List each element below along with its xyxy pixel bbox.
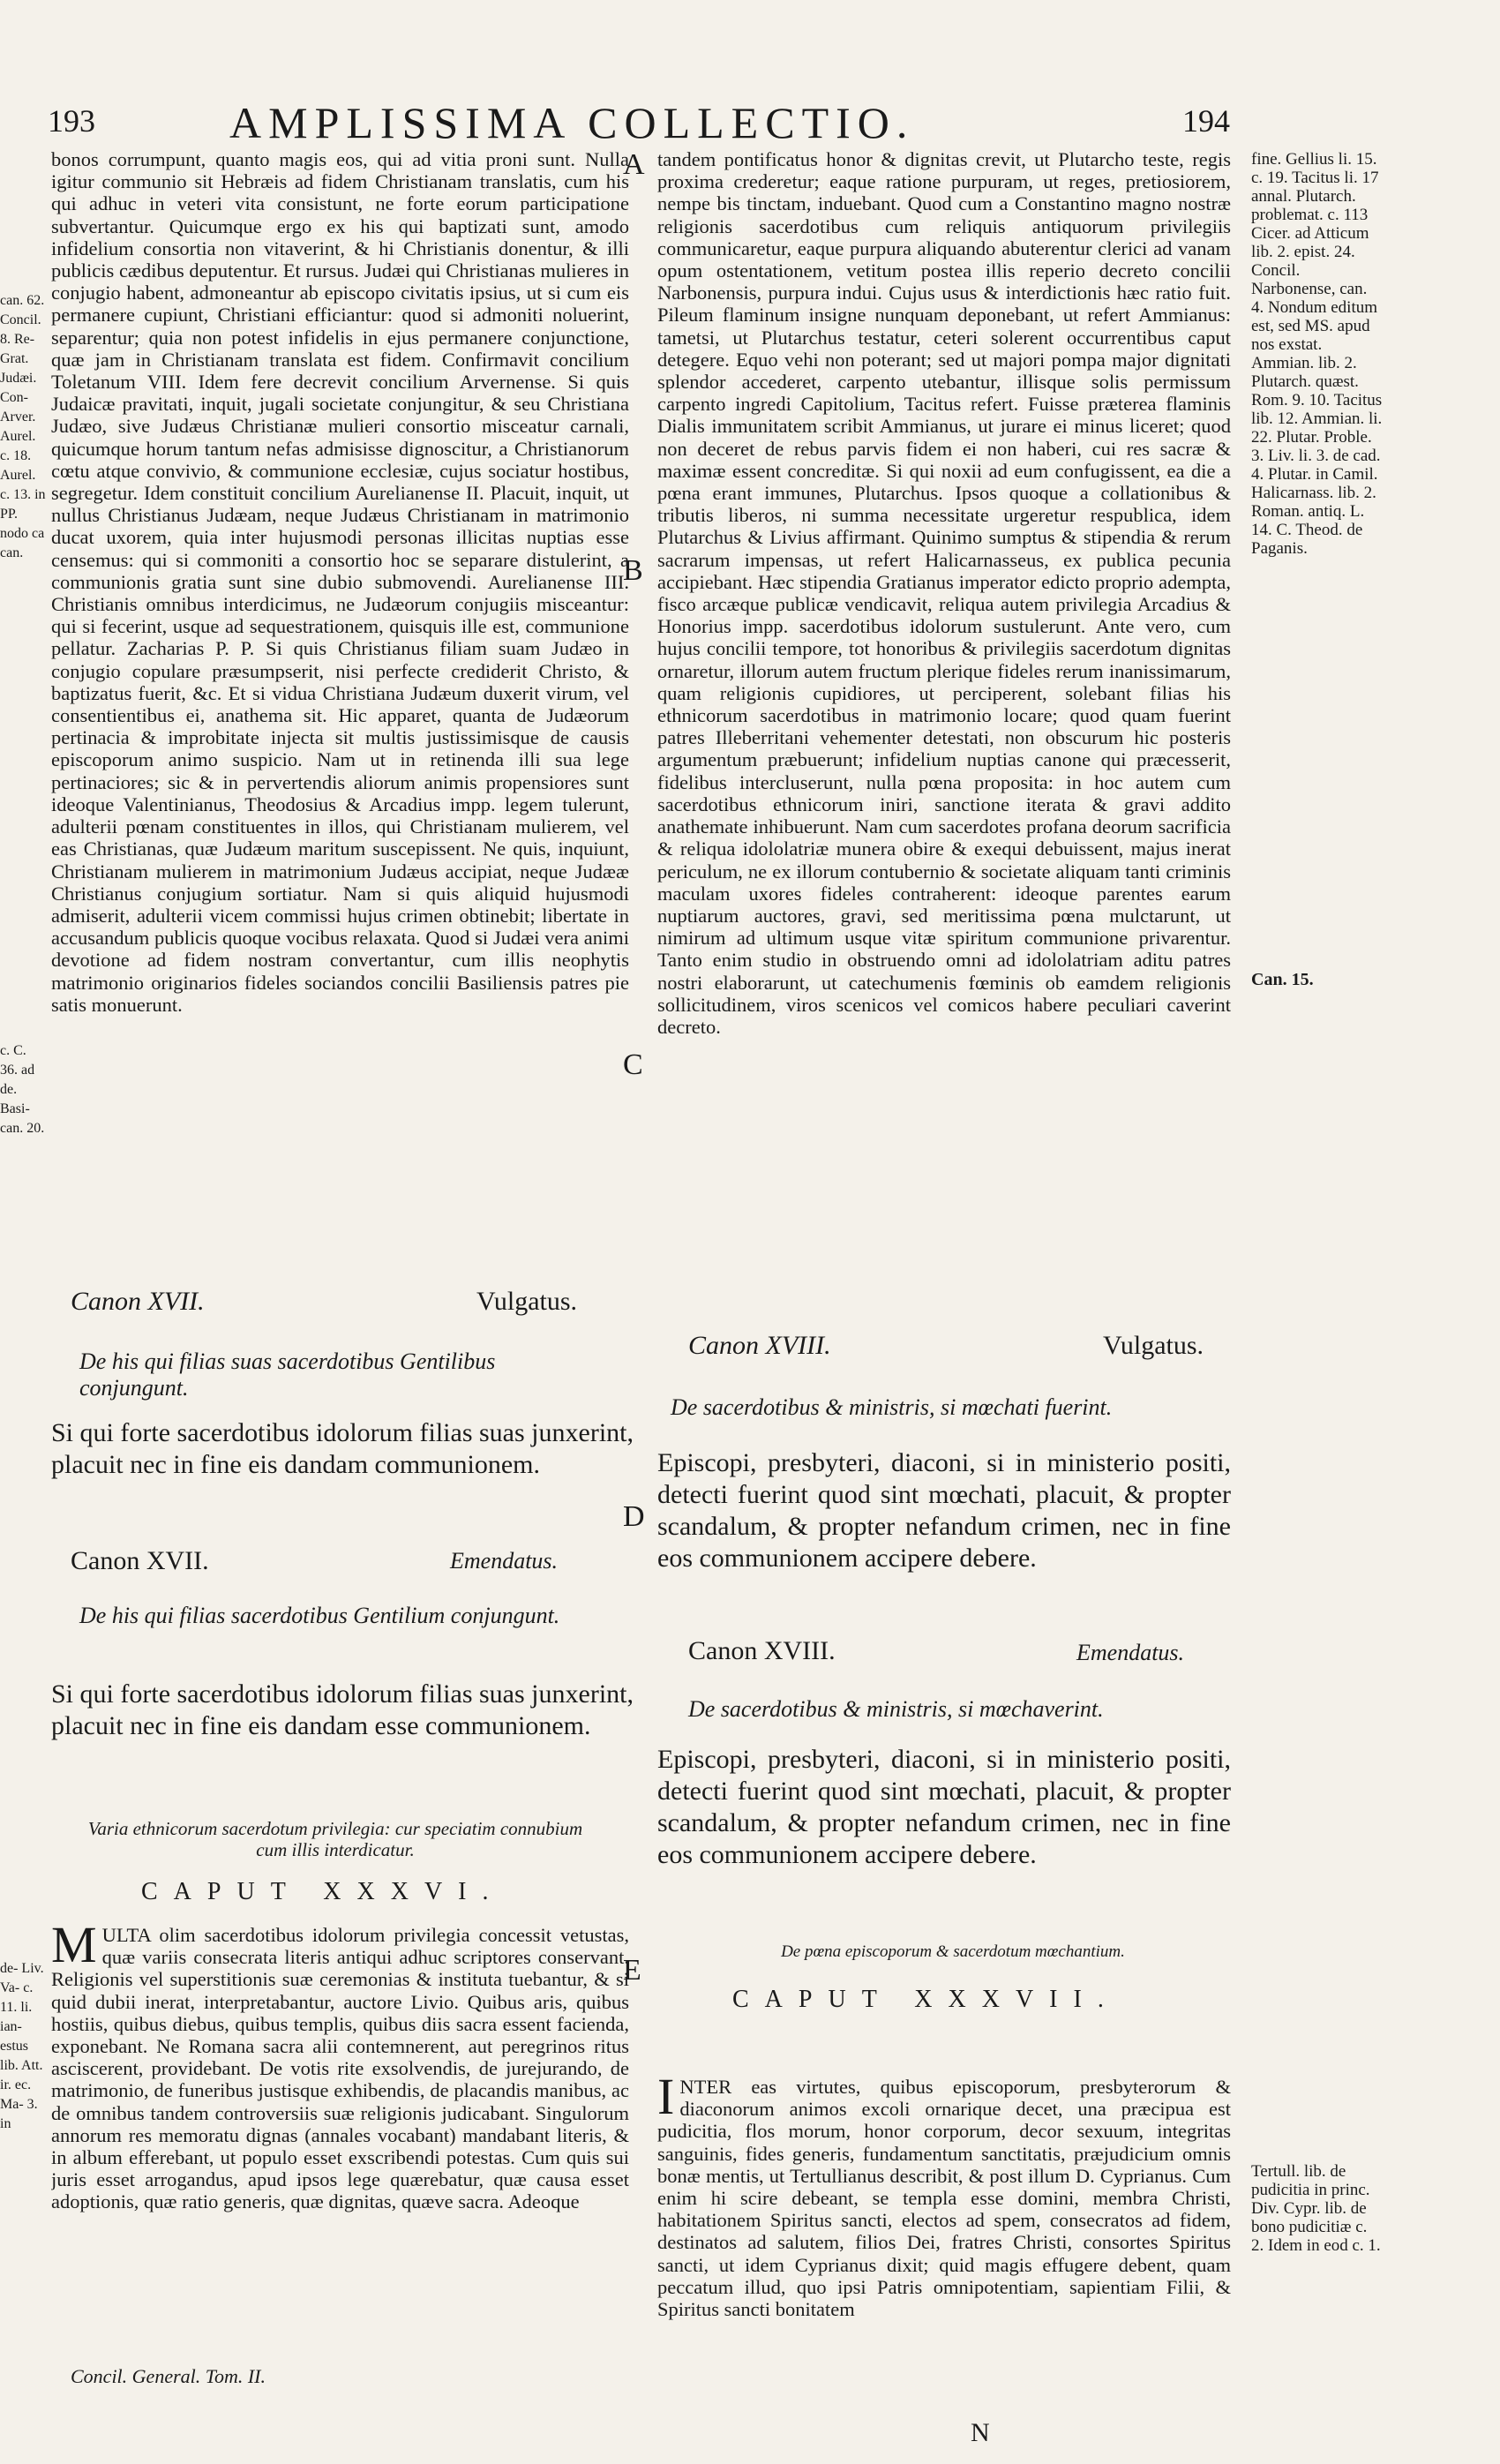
canon-18-vulgatus-tag [1103,1331,1204,1361]
page-number-right: 194 [1182,103,1230,139]
caput-36-body [51,1924,629,2365]
caput-36-note: Varia ethnicorum sacerdotum privilegia: cur speciatim connubium cum illis interdicatur. [87,1818,583,1860]
caput-37-dropcap: I [657,2076,675,2125]
left-margin-notes: can. 62. Concil. 8. Re- Grat. Judæi. Con- Arver. Aurel. c. 18. Aurel. c. 13. in PP. nodo ca can. [0,293,46,560]
left-column-text [51,148,629,1463]
canon-label: Canon XVIII. [688,1636,836,1665]
canon-label: Canon XVIII. [688,1331,831,1360]
caput-37-note: De pœna episcoporum & sacerdotum mœchantium. [781,1942,1125,1961]
canon-tag: Vulgatus. [1103,1331,1204,1360]
section-letter-a: A [623,148,645,181]
canon-17-emendatus-label [71,1546,209,1576]
caput-36-text: ULTA olim sacerdotibus idolorum privilegia concessit vetustas, quæ variis consecrata literis antiqui adhuc scriptores conservant. Religionis vel superstitionis suæ ceremonias & instituta tuebantur, & si quid dubii inerat, interpretabantur, auctore Livio. Quibus aris, quibus hostiis, quibus diebus, quibus templis, quibus diis sacra essent facienda, exponebant. Ne Romana sacra alii contemnerent, aut peregrinos ritus asciscerent, providebant. De votis rite exsolvendis, de jurejurando, de matrimonio, de funeribus justisque exhibendis, de placandis manibus, ac de omnibus tandem controversiis suæ religionis judicabant. Singulorum annorum res memoratu dignas (annales vocabant) mandabant literis, & in album efferebant, ut populo esset exscribendi potestas. Cum quis sui juris esset arrogandus, apud ipsos lege quærebatur, quæ causa esset adoptionis, quæ ratio generis, quæ dignitas, quæve sacra. Adeoque [51,1924,629,2213]
right-margin-notes-bottom: Tertull. lib. de pudicitia in princ. Div. Cypr. lib. de bono pudicitiæ c. 2. Idem in eod c. 1. [1251,2162,1381,2255]
caput-37-title: CAPUT XXXVII. [732,1986,1120,2013]
canon-17-vulgatus-heading: De his qui filias suas sacerdotibus Gentilibus conjungunt. [79,1348,496,1401]
left-margin-notes-mid: c. C. 36. ad de. Basi- can. 20. [0,1043,45,1136]
canon-17-emendatus-text: Si qui forte sacerdotibus idolorum filias suas junxerint, placuit nec in fine eis dandam esse communionem. [51,1679,634,1740]
caput-36-title: CAPUT XXXVI. [141,1878,505,1905]
section-letter-c: C [623,1048,643,1081]
canon-tag: Vulgatus. [476,1287,578,1316]
canon-17-vulgatus-label [71,1287,205,1317]
canon-18-vulgatus-heading: De sacerdotibus & ministris, si mœchati fuerint. [671,1394,1113,1420]
left-margin-notes-bottom: de- Liv. Va- c. 11. li. ian- estus lib. Att. ir. ec. Ma- 3. in [0,1961,44,2131]
right-column-paragraph: tandem pontificatus honor & dignitas crevit, ut Plutarcho teste, regis proxima crederetur; eaque ratione purpuram, ut reges, pretiosiorem, nempe bis tinctam, induebant. Quod cum a Constantino magno nostræ religionis sacerdotibus cum reliquis antiquorum privilegiis communicaretur, eaque purpura aliquando abuterentur clerici ad vanam opum ostentationem, vetitum postea illis reperio decreto concilii Narbonensis, purpura indui. Cujus usus & interdictionis hæc ratio fuit. Pileum flaminum insigne nunquam deponebant, ut refert Ammianus: tametsi, ut Plutarchus testatur, ceteri solerent occurrentibus caput detegere. Equo vehi non poterant; sed ut majori pompa major dignitati splendor accederet, carpento utebantur, illisque solis permissum carpento ingredi Capitolium, Tacitus refert. Fuisse præterea flaminis Dialis immunitatem scribit Ammianus, ut jurare ei minus liceret; quod non deceret de rebus parvis fidem ei non haberi, cui res sacræ & maximæ essent concreditæ. Si qui noxii ad eum confugissent, ea die a pœna erant immunes, Plutarchus. Ipsos quoque a collationibus & tributis liberos, ni summa necessitate urgeretur respublica, idem Plutarchus & Livius affirmant. Quinimo sumptus & stipendia & rerum sacrarum impensas, ut refert Halicarnasseus, ex publica pecunia accipiebant. Hæc stipendia Gratianus imperator edicto proprio adempta, fisco arcæque publicæ vendicavit, reliqua autem privilegia Arcadius & Honorius impp. sacerdotibus idolorum sustulerunt. Ante vero, cum hujus concilii tempore, tot honoribus & privilegiis sacerdotum dignitas ornaretur, illorum autem fructum plerique fideles rerum inanissimarum, quam religionis cupidiores, ut perciperent, solebant filias his ethnicorum sacerdotibus in matrimonio locare; quod quam fuerint patres Illeberritani vehementer detestati, non obscurum hic posteris argumentum præbuerunt; infidelium nuptias canone qui præcesserit, fidelibus intercluserunt, nulla pœna proposita: in hoc autem cum sacerdotibus ethnicorum iniri, sanctione iterata & gravi addito anathemate inhibuerunt. Nam cum sacerdotes profana deorum sacrificia & reliqua idololatriæ munera obire & exequi debuissent, majus inerat periculum, ne ex illorum contubernio & societate aliquam tanti criminis maculam uxores fideles contraherent: ideoque parentes earum nuptiarum auctores, gravi, sed meritissima pœna mulctarunt, ut nimirum ad ultimum usque vitæ spiritum communione privarentur. Tanto enim studio in obstruendo omni ad idololatriam aditu patres nostri elaborarunt, ut catechumenis fœminis ob eamdem religionis sollicitudinem, viros scenicos vel comicos habere peculiari caverint decreto. [657,148,1231,1038]
caput-37-body [657,2076,1231,2393]
section-letter-e: E [623,1954,641,1987]
canon-17-vulgatus-tag [476,1287,577,1317]
canon-18-vulgatus-text: Episcopi, presbyteri, diaconi, si in ministerio positi, detecti fuerint quod sint mœchati, placuit, & propter scandalum, & propter nefandum crimen, nec in fine eos communionem accipere debere. [657,1448,1231,1573]
canon-18-emendatus-label [688,1636,836,1666]
page-title: AMPLISSIMA COLLECTIO. [229,98,915,147]
page-footer: Concil. General. Tom. II. [71,2365,266,2387]
caput-37-text: NTER eas virtutes, quibus episcoporum, presbyterorum & diaconorum animos excoli ornarique decet, una præcipua est pudicitia, flos morum, honor corporum, decor sexuum, integritas sanguinis, fides generis, fundamentum sanctitatis, præjudicium omnis bonæ mentis, ut Tertullianus describit, & post illum D. Cyprianus. Cum enim hi scire debeant, se templa esse domini, membra Christi, habitationem Spiritus sancti, electos ad spem, consecratos ad fidem, destinatos ad salutem, filios Dei, fratres Christi, consortes Spiritus sancti, ut idem Cyprianus dixit; quid magis effugere debent, quam peccatum illud, quo ipsi Patris omnipotentiam, sapientiam Filii, & Spiritus sancti bonitatem [657,2076,1231,2321]
canon-tag: Emendatus. [1076,1640,1185,1665]
canon-18-emendatus-text: Episcopi, presbyteri, diaconi, si in ministerio positi, detecti fuerint quod sint mœchati, placuit, & propter scandalum, & propter nefandum crimen, nec in fine eos communionem accipere debere. [657,1745,1231,1869]
canon-17-emendatus-heading: De his qui filias sacerdotibus Gentilium conjungunt. [79,1603,560,1628]
canon-18-emendatus-heading: De sacerdotibus & ministris, si mœchaverint. [688,1696,1104,1722]
canon-18-emendatus-tag [1076,1640,1184,1666]
right-margin-notes: fine. Gellius li. 15. c. 19. Tacitus li. 17 annal. Plutarch. problemat. c. 113 Cicer. ad Atticum lib. 2. epist. 24. Concil. Narbonense, can. 4. Nondum editum est, sed MS. apud nos exstat. Ammian. lib. 2. Plutarch. quæst. Rom. 9. 10. Tacitus lib. 12. Ammian. li. 22. Plutar. Proble. 3. Liv. li. 3. de cad. 4. Plutar. in Camil. Halicarnass. lib. 2. Roman. antiq. L. 14. C. Theod. de Paganis. [1251,150,1383,558]
canon-tag: Emendatus. [450,1548,559,1574]
left-column-paragraph: bonos corrumpunt, quanto magis eos, qui ad vitia proni sunt. Nulla igitur communio sit Hebræis ad fidem Christianam translatis, cum his qui adhuc in veteri vita consistunt, ne forte eorum participatione subvertantur. Quicumque ergo ex his qui baptizati sunt, amodo infidelium consortia non vitaverint, & hi Christianis donentur, & illi publicis cædibus deputentur. Et rursus. Judæi qui Christianas mulieres in conjugio habent, admoneantur ab episcopo civitatis ipsius, ut si cum eis permanere cupiunt, Christiani efficiantur: quod si admoniti noluerint, separentur; quia non potest infidelis in ejus permanere conjunctione, quæ jam in Christianam translata est fidem. Confirmavit concilium Toletanum VIII. Idem fere decrevit concilium Arvernense. Si quis Judaicæ pravitati, inquit, jugali societate conjungitur, & seu Christiana Judæo, sive Judæus Christianæ mulieri consortio misceatur carnali, quicumque horum tantum nefas admisisse dignoscitur, a Christianorum cœtu atque convivio, & communione ecclesiæ, cujus sociatur hostibus, segregetur. Idem constituit concilium Aurelianense II. Placuit, inquit, ut nullus Christianus Judæam, neque Judæus Christianam in matrimonio ducat uxorem, quia inter hujusmodi personas illicitas nuptias esse censemus: qui si commoniti a consortio hoc se separare distulerint, a communionis gratia sunt sine dubio submovendi. Aurelianense III. Christianis omnibus interdicimus, ne Judæorum conjugiis misceantur: qui si fecerint, usque ad sequestrationem, quisquis ille est, communione pellatur. Zacharias P. P. Si quis Christianus filiam suam Judæo in conjugio copulare præsumpserit, nisi perfecte crediderit Christo, & baptizatus fuerit, &c. Et si vidua Christiana Judæum duxerit virum, vel consentientibus ei, anathema sit. Hic apparet, quanta de Judæorum pertinacia & improbitate injecta sit multis justissimisque de causis episcoporum animo suspicio. Nam ut in retinenda illi sua lege pertinaciores; sic & in pervertendis aliorum animis propensiores sunt ideoque Valentinianus, Theodosius & Arcadius impp. legem tulerunt, adulterii pœnam constituentes in illos, qui Christianam mulierem, vel eas Christianas, quæ Judæum maritum suscepissent. Ne quis, inquiunt, Christianam mulierem in matrimonium Judæus accipiat, neque Judææ Christianus conjugium sortiatur. Nam si quis aliquid hujusmodi admiserit, adulterii vicem commissi hujus crimen obtinebit; libertate in accusandum publicis quoque vocibus relaxata. Quod si Judæi vera animi devotione ad fidem nostram convertantur, cum illis neophytis matrimonio originarios fideles sociandos concilii Basiliensis patres pie satis monuerunt. [51,148,629,1016]
canon-label: Canon XVII. [71,1287,205,1316]
caput-36-dropcap: M [51,1924,97,1973]
canon-label: Canon XVII. [71,1546,209,1575]
section-letter-d: D [623,1500,645,1533]
section-letter-b: B [623,554,643,587]
canon-17-emendatus-tag [450,1548,558,1574]
signature-mark: N [971,2418,990,2447]
page-header [0,97,1500,150]
right-margin-canon: Can. 15. [1251,970,1314,989]
canon-18-vulgatus-label [688,1331,831,1361]
page-number-left: 193 [48,103,95,139]
canon-17-vulgatus-text: Si qui forte sacerdotibus idolorum filias suas junxerint, placuit nec in fine eis dandam communionem. [51,1418,634,1479]
right-column-text [657,148,1231,1348]
